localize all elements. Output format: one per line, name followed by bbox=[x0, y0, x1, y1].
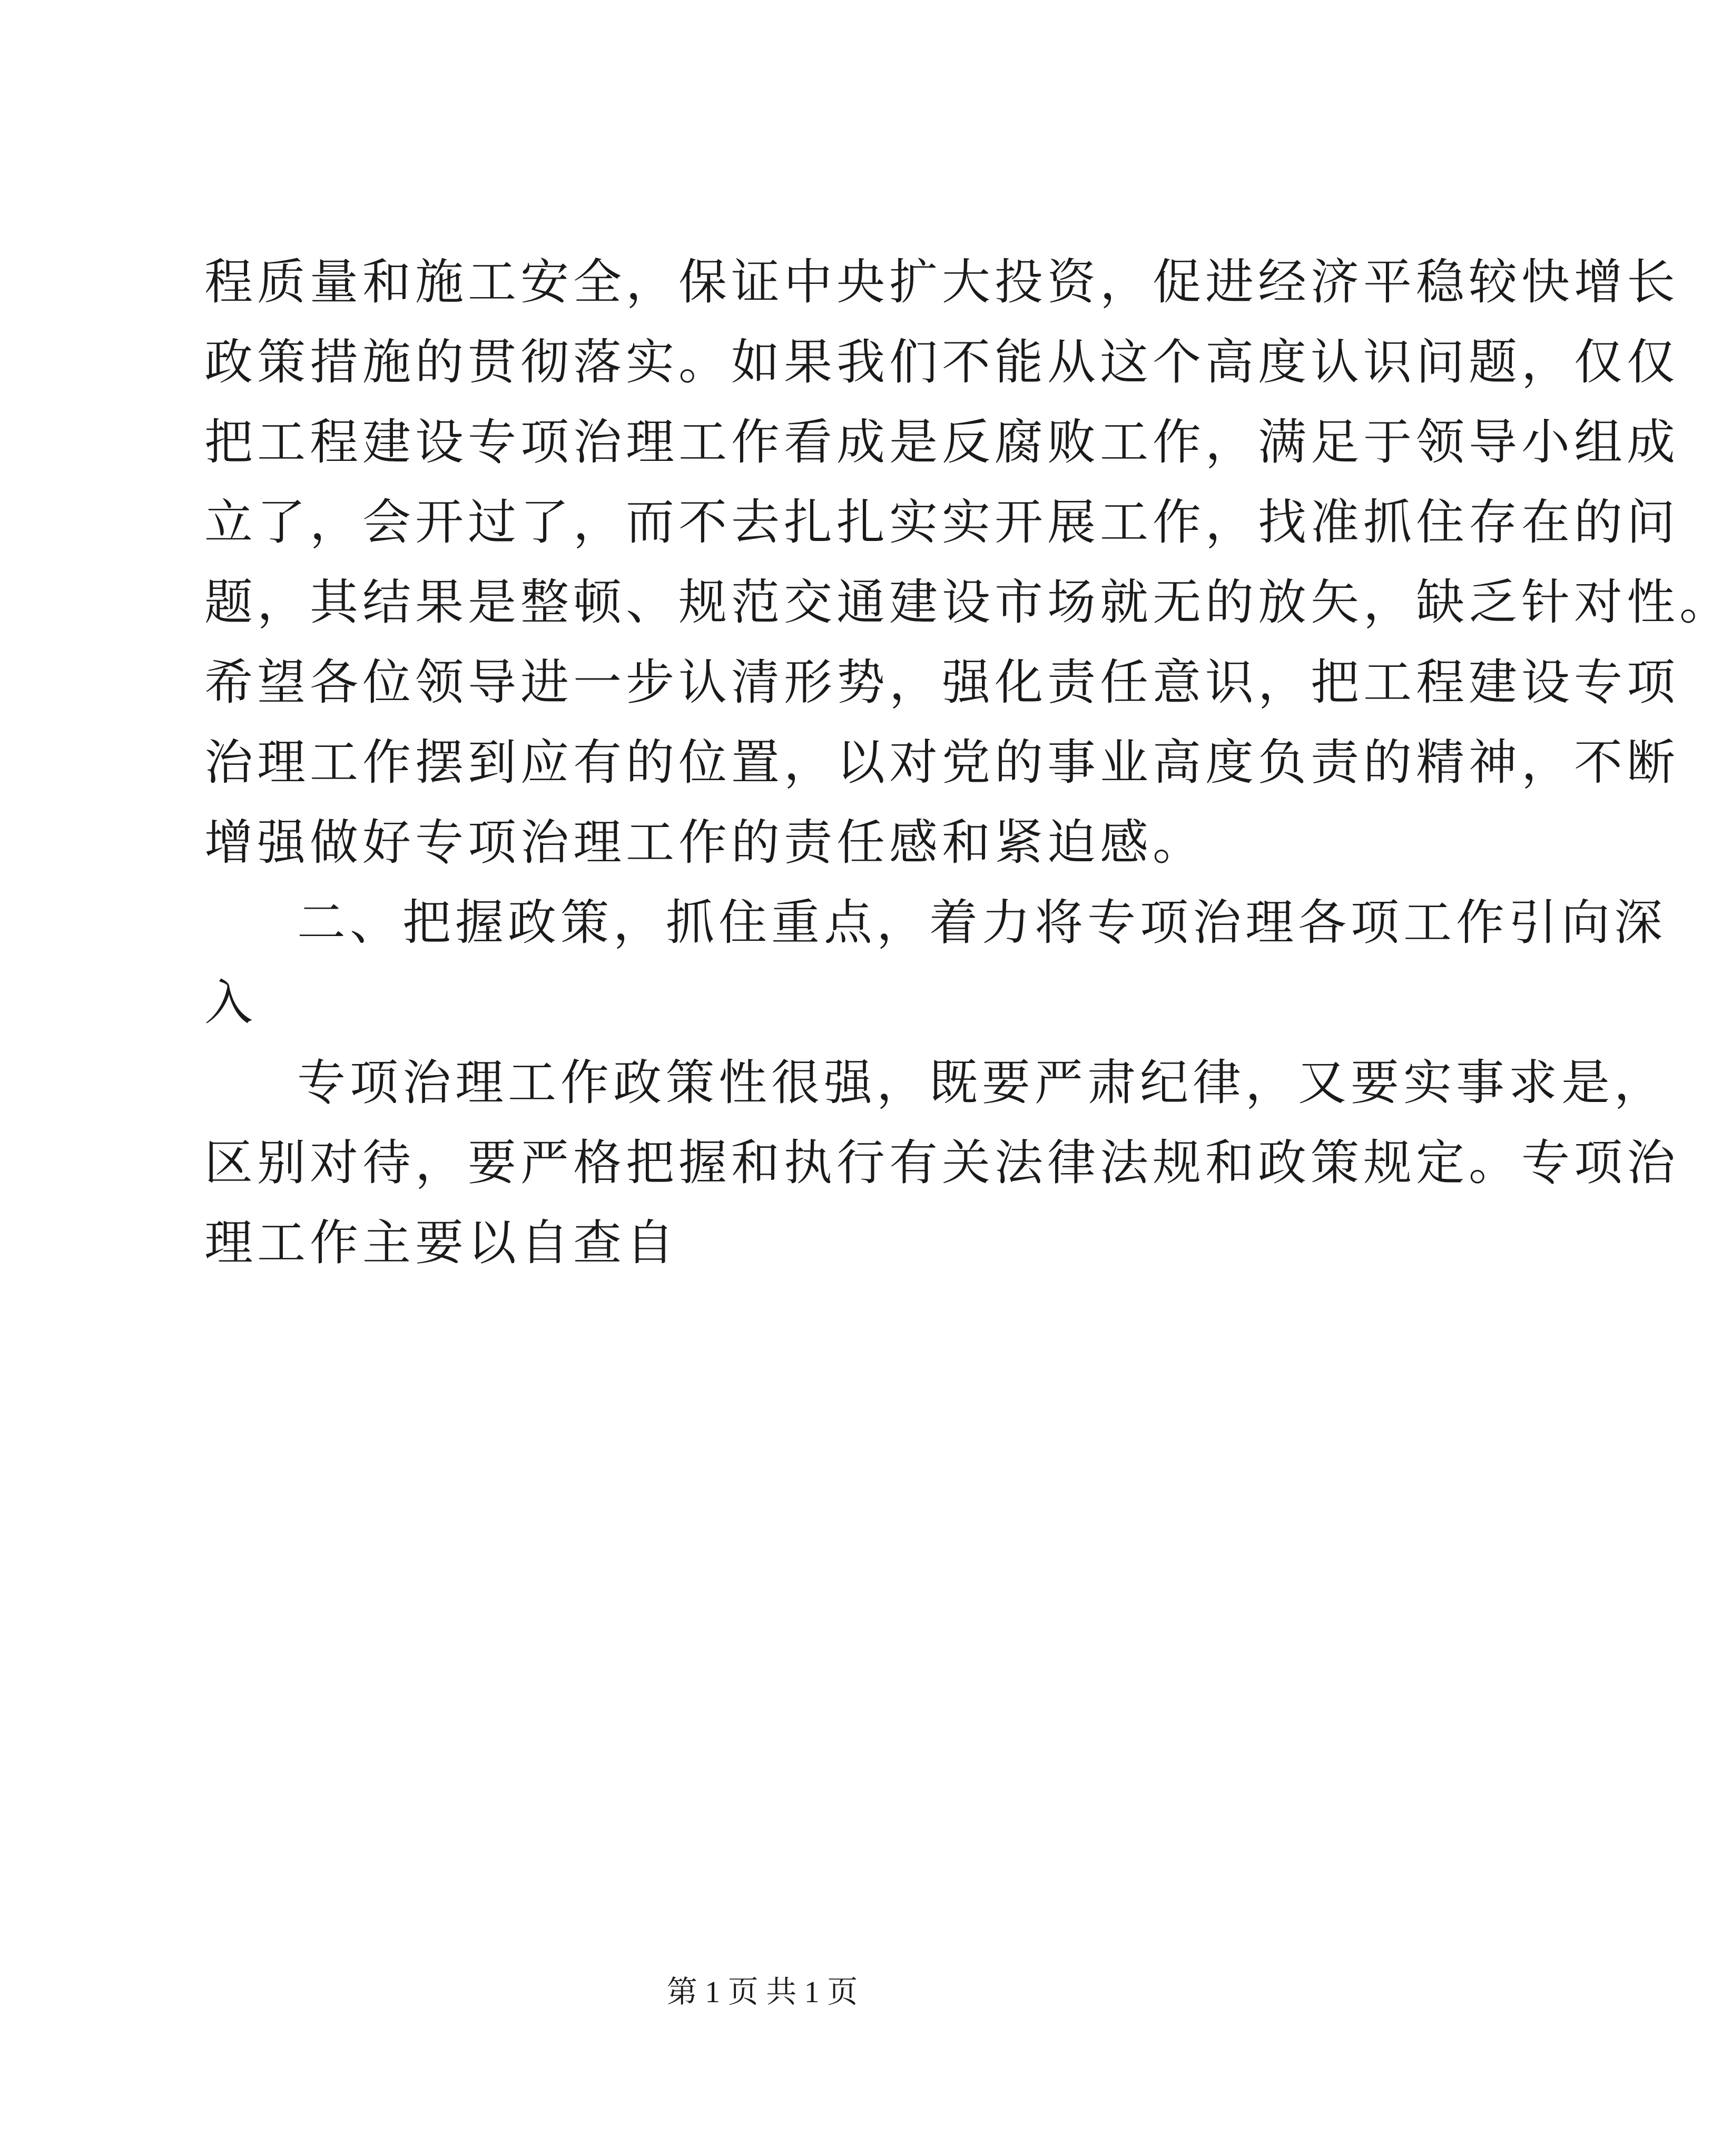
text-line: 治理工作摆到应有的位置，以对党的事业高度负责的精神，不断 bbox=[204, 734, 1680, 791]
text-line: 把工程建设专项治理工作看成是反腐败工作，满足于领导小组成 bbox=[204, 414, 1680, 470]
document-body bbox=[204, 242, 1732, 1283]
text-line: 立了，会开过了，而不去扎扎实实开展工作，找准抓住存在的问 bbox=[204, 494, 1680, 550]
paragraph-first-line: 专项治理工作政策性很强，既要严肃纪律，又要实事求是， bbox=[297, 1055, 1667, 1111]
text-line: 区别对待，要严格把握和执行有关法律法规和政策规定。专项治 bbox=[204, 1135, 1680, 1191]
text-line: 题，其结果是整顿、规范交通建设市场就无的放矢，缺乏针对性。 bbox=[204, 574, 1732, 631]
page-number-footer: 第 1 页 共 1 页 bbox=[666, 1975, 858, 2009]
text-line: 政策措施的贯彻落实。如果我们不能从这个高度认识问题，仅仅 bbox=[204, 334, 1680, 390]
text-line: 增强做好专项治理工作的责任感和紧迫感。 bbox=[204, 814, 1206, 871]
text-line: 希望各位领导进一步认清形势，强化责任意识，把工程建设专项 bbox=[204, 654, 1680, 711]
section-heading-continuation: 入 bbox=[204, 974, 258, 1031]
text-line: 程质量和施工安全，保证中央扩大投资，促进经济平稳较快增长 bbox=[204, 254, 1680, 310]
text-line: 理工作主要以自查自 bbox=[204, 1215, 679, 1271]
section-heading: 二、把握政策，抓住重点，着力将专项治理各项工作引向深 bbox=[297, 894, 1667, 951]
